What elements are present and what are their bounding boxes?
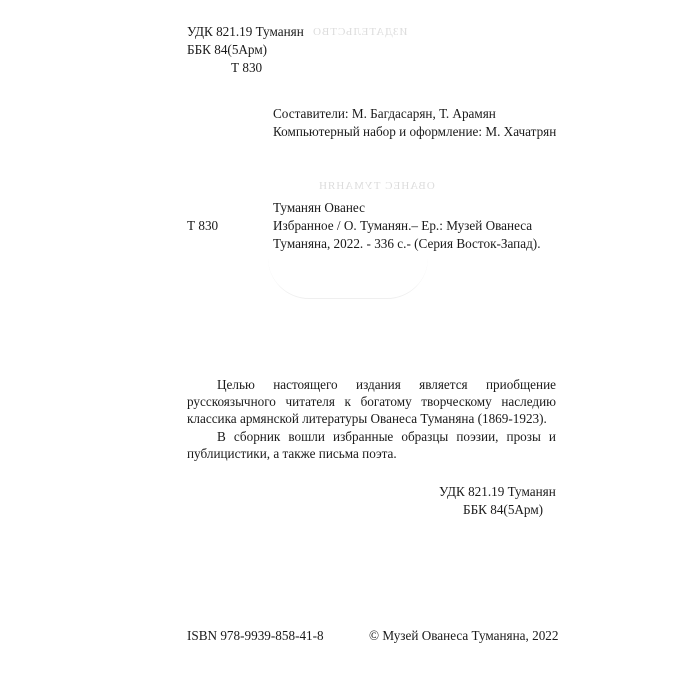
- abstract: [187, 376, 556, 462]
- isbn: ISBN 978-9939-858-41-8: [187, 628, 324, 643]
- bleed-through-mark: ИЗДАТЕЛЬСТВО: [312, 26, 408, 38]
- bleed-through-ornament: [268, 258, 428, 299]
- abstract-paragraph-2: В сборник вошли избранные образцы поэзии, прозы и публицистики, а также письма поэта.: [187, 428, 556, 461]
- copyright-notice: © Музей Ованеса Туманяна, 2022: [369, 628, 559, 643]
- bibliography-line-1: Избранное / О. Туманян.– Ер.: Музей Ованеса: [273, 218, 533, 233]
- footer-bbk-code: ББК 84(5Арм): [463, 502, 544, 517]
- footer-udk-code: УДК 821.19 Туманян: [439, 484, 556, 499]
- compilers-credit: Составители: М. Багдасарян, Т. Арамян: [273, 106, 496, 121]
- udk-code: УДК 821.19 Туманян: [187, 24, 304, 39]
- cutter-code: Т 830: [231, 60, 263, 75]
- bibliography-cutter: Т 830: [187, 218, 219, 233]
- abstract-paragraph-1: Целью настоящего издания является приобщение русскоязычного читателя к богатому творческому наследию классика армянской литературы Ованеса Туманяна (1869-1923).: [187, 377, 556, 427]
- layout-credit: Компьютерный набор и оформление: М. Хачатрян: [273, 124, 557, 139]
- author-heading: Туманян Ованес: [273, 200, 365, 215]
- bibliography-line-2: Туманяна, 2022. - 336 с.- (Серия Восток-Запад).: [273, 236, 541, 251]
- bleed-through-mark: ОВАНЕС ТУМАНЯН: [318, 180, 435, 192]
- bbk-code: ББК 84(5Арм): [187, 42, 268, 57]
